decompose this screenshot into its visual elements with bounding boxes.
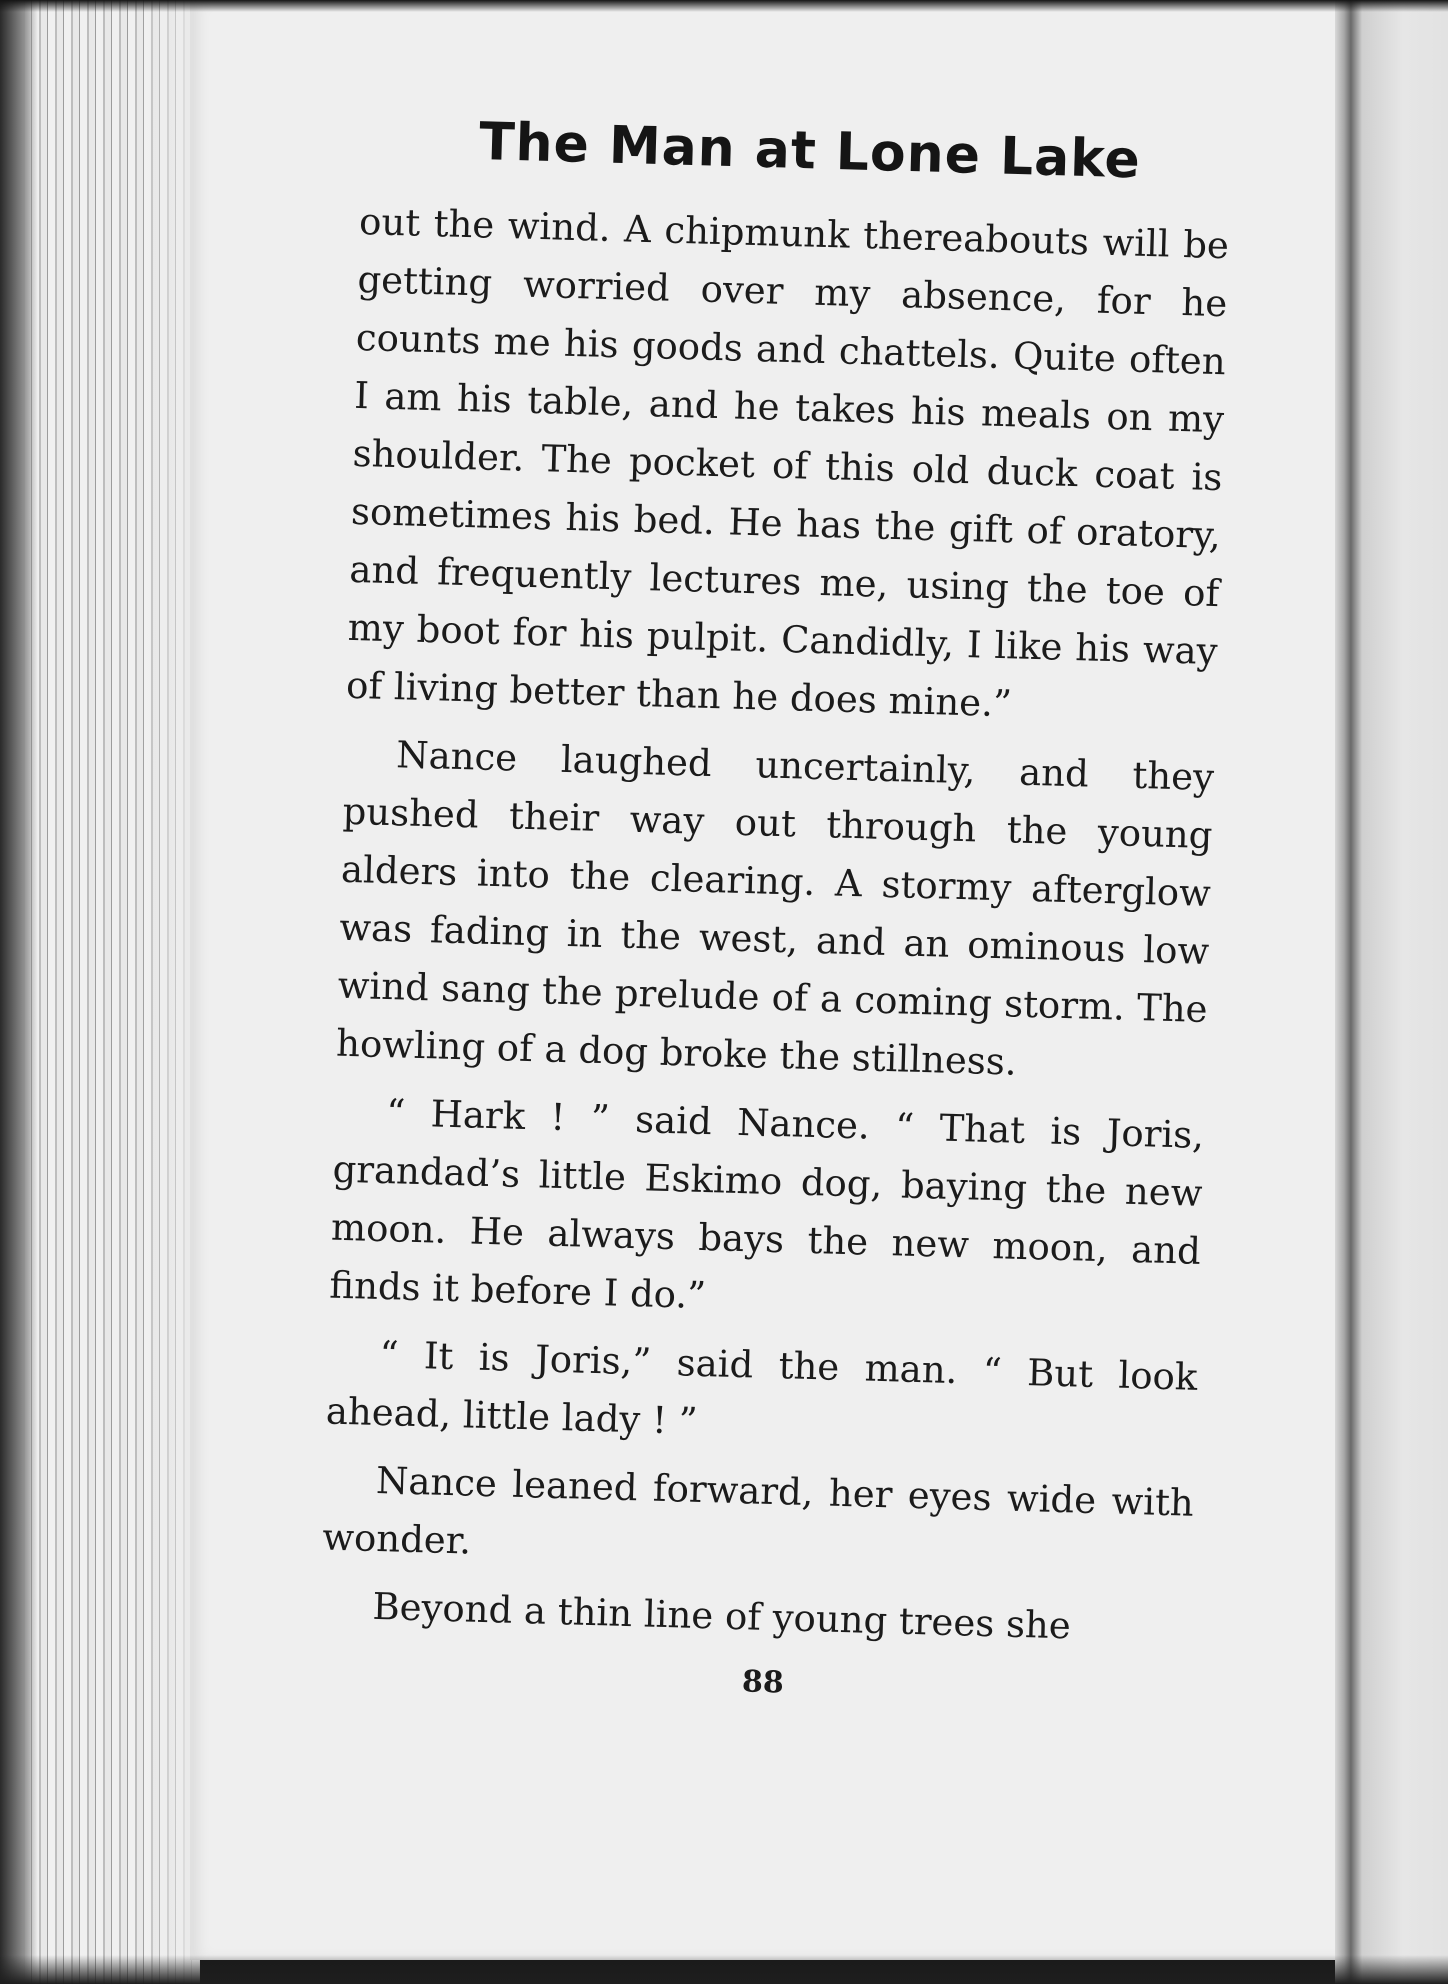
- paragraph: Nance leaned forward, her eyes wide with wonder.: [321, 1458, 1195, 1563]
- paragraph: out the wind. A chipmunk thereabouts will be getting worried over my absence, for he counts me his goods and chattels. Quite often I am his table, and he takes his meals on my shoulder. The pocket of this old duck coat is sometimes his bed. He has the gift of oratory, and frequently lectures me, using the toe of my boot for his pulpit. Candidly, I like his way of living better than he does mine.”: [345, 199, 1230, 726]
- paragraph: Nance laughed uncertainly, and they pushed their way out through the young alders into the clearing. A stormy afterglow was fading in the west, and an ominous low wind sang the prelude of a coming storm. The howling of a dog broke the stillness.: [335, 733, 1215, 1084]
- left-binding-shadow: [0, 0, 38, 1984]
- body-text: [319, 193, 1229, 1669]
- paragraph: Beyond a thin line of young trees she: [371, 1584, 1072, 1648]
- page-number: 88: [741, 1664, 785, 1701]
- running-head: The Man at Lone Lake: [478, 112, 1142, 191]
- bottom-border: [0, 1955, 1448, 1984]
- top-border: [0, 0, 1448, 12]
- paragraph: “ It is Joris,” said the man. “ But look ahead, little lady ! ”: [325, 1333, 1198, 1443]
- right-page-edge: [1335, 0, 1448, 1984]
- paragraph: “ Hark ! ” said Nance. “ That is Joris, grandad’s little Eskimo dog, baying the new moon. He always bays the new moon, and finds it before I do.”: [328, 1091, 1205, 1318]
